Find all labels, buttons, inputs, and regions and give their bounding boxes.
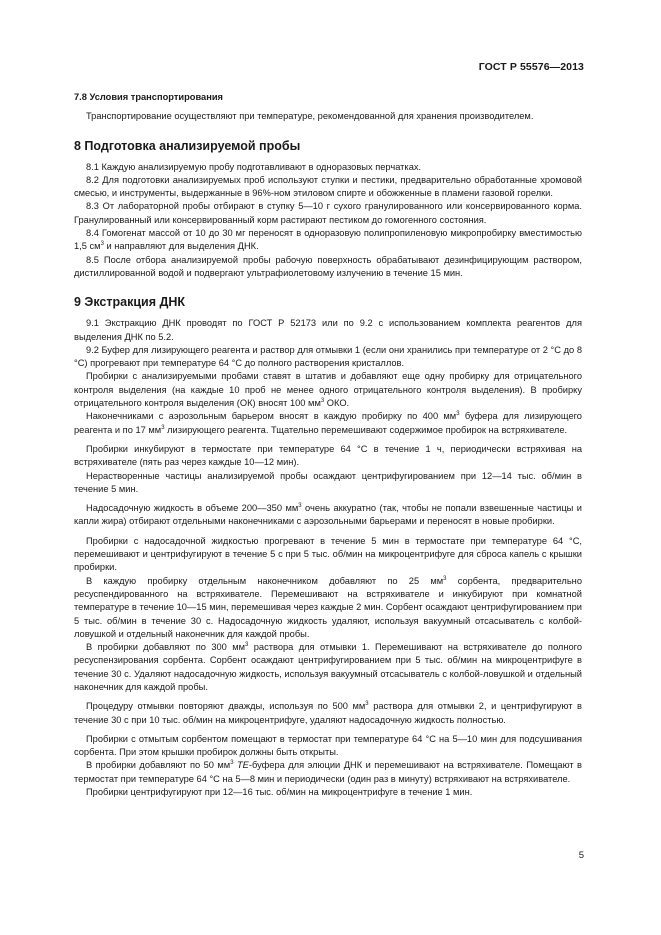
section-heading-8: 8 Подготовка анализируемой пробы <box>74 138 301 153</box>
paragraph-7-8: Транспортирование осуществляют при температуре, рекомендованной для хранения производителем. <box>86 111 534 122</box>
paragraph-9-2-c: Пробирки инкубируют в термостате при температуре 64 °С в течение 1 ч, периодически встряхивая на встряхивателе (пять раз через каждые 10—12 мин). <box>74 443 582 468</box>
page-number: 5 <box>578 850 584 861</box>
superscript: 3 <box>161 424 165 431</box>
paragraph-9-2-h <box>74 641 582 694</box>
text-run: буфера для лизирующего реагента и по 17 мм <box>74 411 582 435</box>
superscript: 3 <box>320 398 325 405</box>
paragraph-9-2-f: Пробирки с надосадочной жидкостью прогревают в течение 5 мин в термостате при температуре 64 °С, перемешивают и центрифугируют в течение 5 с при 5 тыс. об/мин на микроцентрифуге для сброса капель с крышки пробирки. <box>74 535 582 573</box>
page-content <box>74 91 582 799</box>
paragraph-8-3: 8.3 От лабораторной пробы отбирают в ступку 5—10 г сухого гранулированного или консервированного корма. Гранулированный или консервированный корм растирают пестиком до гомогенного состояния. <box>74 201 582 225</box>
paragraph-8-1: 8.1 Каждую анализируемую пробу подготавливают в одноразовых перчатках. <box>86 161 422 172</box>
text-run: В пробирки добавляют по 300 мм <box>86 642 246 653</box>
text-run: раствора для отмывки 1. Перемешивают на встряхивателе до полного ресуспензирования сорбента. Сорбент осаждают центрифугированием при 5 тыс. об/мин на микроцентрифуге в течение 30 с. Удаляют надосадочную жидкость, используя вакуумный отсасыватель с колбой-ловушкой и отдельный наконечник для каждой пробы. <box>74 642 583 692</box>
text-run-italic: ТЕ <box>237 760 249 771</box>
paragraph-8-5: 8.5 После отбора анализируемой пробы рабочую поверхность обрабатывают дезинфицирующим раствором, дистиллированной водой и подвергают ультрафиолетовому излучению в течение 15 мин. <box>74 254 582 278</box>
paragraph-8-2: 8.2 Для подготовки анализируемых проб используют ступки и пестики, предварительно обработанные хромовой смесью, и инструменты, выдержанные в 96%-ном этиловом спирте и обожженные в пламени газовой горелки. <box>74 174 582 199</box>
superscript: 3 <box>298 503 302 510</box>
text-run: Процедуру отмывки повторяют дважды, используя по 500 мм <box>86 701 366 712</box>
paragraph-9-2-k <box>74 759 582 786</box>
superscript: 3 <box>245 642 249 649</box>
paragraph-8-4 <box>74 227 582 254</box>
text-run: очень аккуратно (так, чтобы не попали взвешенные частицы и капли жира) отбирают отдельными наконечниками с аэрозольными барьерами и переносят в новые пробирки. <box>74 503 582 527</box>
paragraph-9-2-e <box>74 502 582 529</box>
text-run: Наконечниками с аэрозольным барьером вносят в каждую пробирку по 400 мм <box>86 411 457 422</box>
text-run: В каждую пробирку отдельным наконечником добавляют по 25 мм <box>86 575 444 586</box>
text-run: В пробирки добавляют по 50 мм <box>86 760 231 771</box>
text-run: сорбента, предварительно ресуспендированного на встряхивателе. Перемешивают на встряхивателе и инкубируют при комнатной температуре в течение 10—15 мин, перемешивая через каждые 2 мин. Сорбент осаждают центрифугированием при 5 тыс. об/мин в течение 30 с. Надосадочную жидкость удаляют, используя вакуумный отсасыватель с колбой-ловушкой и отдельный наконечник для каждой пробы. <box>74 575 582 639</box>
paragraph-9-2-b <box>74 410 582 437</box>
text-run: -буфера для элюции ДНК и перемешивают на встряхивателе. Помещают в термостат при температуре 64 °С на 5—8 мин и периодически (один раз в минуту) встряхивают на встряхивателе. <box>74 760 582 784</box>
paragraph-9-1: 9.1 Экстракцию ДНК проводят по ГОСТ Р 52173 или по 9.2 с использованием комплекта реагентов для выделения ДНК по 5.2. <box>74 318 582 342</box>
superscript: 3 <box>230 760 234 767</box>
section-heading-9: 9 Экстракция ДНК <box>74 295 186 310</box>
superscript: 3 <box>365 701 369 708</box>
superscript: 3 <box>456 411 460 418</box>
paragraph-9-2-l: Пробирки центрифугируют при 12—16 тыс. об/мин на микроцентрифуге в течение 1 мин. <box>86 787 473 798</box>
paragraph-9-2-j: Пробирки с отмытым сорбентом помещают в термостат при температуре 64 °С на 5—10 мин для подсушивания сорбента. При этом крышки пробирок должны быть открыты. <box>74 733 582 758</box>
paragraph-9-2-i <box>74 700 582 727</box>
text-run: Пробирки с анализируемыми пробами ставят в штатив и добавляют еще одну пробирку для отрицательного контроля выделения (на каждые 10 проб не менее одного отрицательного контроля выделения). В пробирку отрицательного контроля выделения (ОК) вносят 100 мм <box>74 371 582 409</box>
text-run: Надосадочную жидкость в объеме 200—350 мм <box>86 503 299 514</box>
text-run: и направляют для выделения ДНК. <box>103 241 259 252</box>
standard-header: ГОСТ Р 55576—2013 <box>478 61 584 73</box>
paragraph-9-2: 9.2 Буфер для лизирующего реагента и раствор для отмывки 1 (если они хранились при температуре от 2 °С до 8 °С) прогревают при температуре 64 °С до полного растворения кристаллов. <box>74 344 582 369</box>
text-run: 8.4 Гомогенат массой от 10 до 30 мг переносят в одноразовую полипропиленовую микропробирку вместимостью 1,5 см <box>74 228 582 252</box>
text-run: раствора для отмывки 2, и центрифугируют в течение 30 с при 10 тыс. об/мин на микроцентрифуге, удаляют надосадочную жидкость полностью. <box>74 701 582 725</box>
paragraph-9-2-g <box>74 575 582 641</box>
text-run: ОКО. <box>324 398 350 409</box>
paragraph-9-2-d: Нерастворенные частицы анализируемой пробы осаждают центрифугированием при 12—14 тыс. об/мин в течение 5 мин. <box>74 470 582 494</box>
superscript: 3 <box>443 575 447 582</box>
superscript: 3 <box>100 241 104 248</box>
text-run: лизирующего реагента. Тщательно перемешивают содержимое пробирок на встряхивателе. <box>164 424 568 435</box>
subsection-heading-7-8: 7.8 Условия транспортирования <box>74 92 223 102</box>
paragraph-9-2-a <box>74 370 582 410</box>
